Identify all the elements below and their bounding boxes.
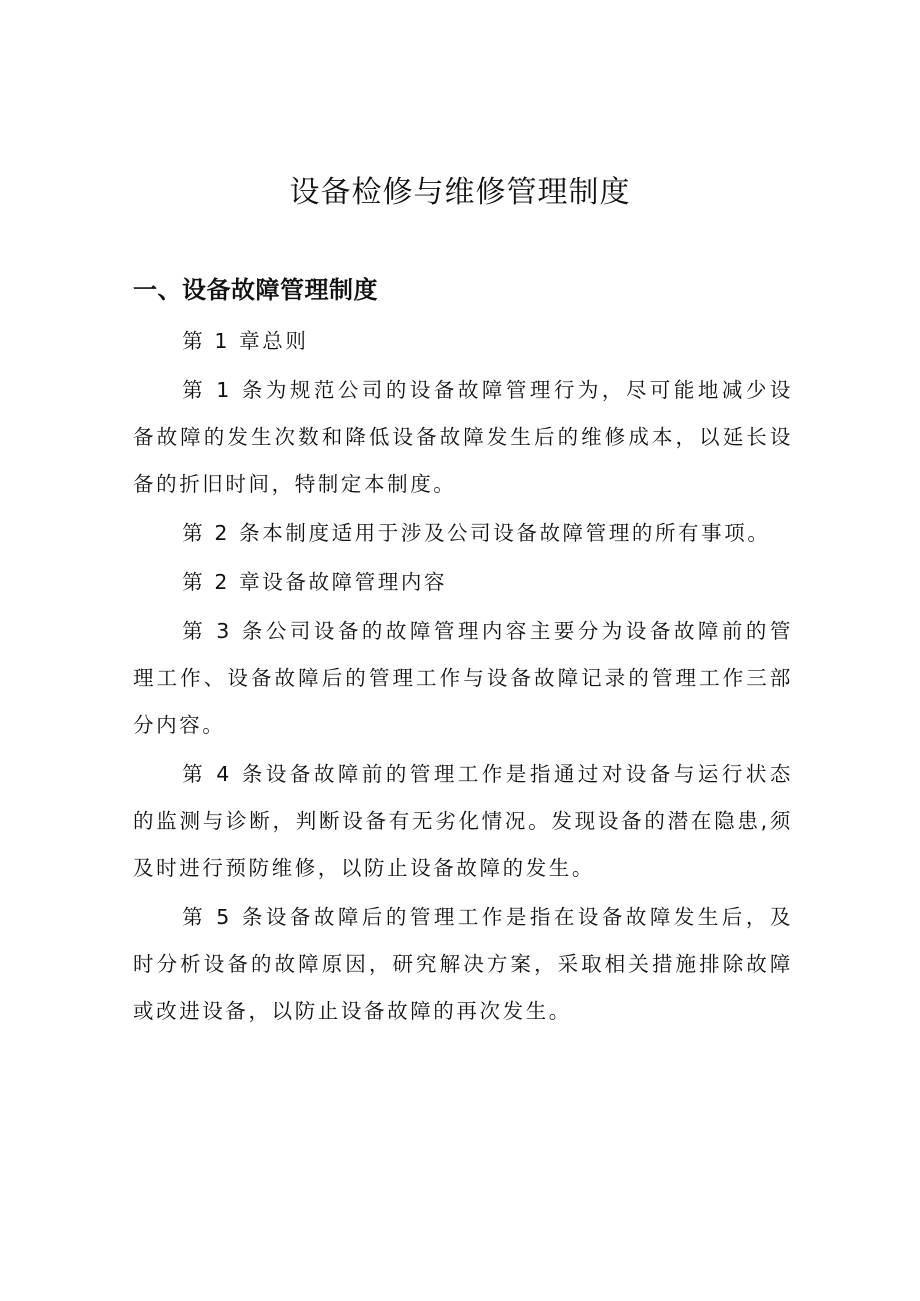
chapter-heading-1: 第 1 章总则 [182,329,309,353]
article-4-paragraph: 第 4 条设备故障前的管理工作是指通过对设备与运行状态的监测与诊断，判断设备有无劣化情况。发现设备的潜在隐患,须及时进行预防维修，以防止设备故障的发生。 [133,762,793,880]
section-heading: 一、设备故障管理制度 [133,276,378,304]
article-2-paragraph: 第 2 条本制度适用于涉及公司设备故障管理的所有事项。 [182,521,771,545]
article-5-paragraph: 第 5 条设备故障后的管理工作是指在设备故障发生后，及时分析设备的故障原因，研究解决方案，采取相关措施排除故障或改进设备，以防止设备故障的再次发生。 [133,905,793,1023]
article-1-paragraph: 第 1 条为规范公司的设备故障管理行为，尽可能地减少设备故障的发生次数和降低设备故障发生后的维修成本，以延长设备的折旧时间，特制定本制度。 [133,378,793,496]
document-title: 设备检修与维修管理制度 [289,175,631,210]
article-3-paragraph: 第 3 条公司设备的故障管理内容主要分为设备故障前的管理工作、设备故障后的管理工作与设备故障记录的管理工作三部分内容。 [133,619,793,737]
chapter-heading-2: 第 2 章设备故障管理内容 [182,570,448,594]
document-body [133,318,793,1035]
